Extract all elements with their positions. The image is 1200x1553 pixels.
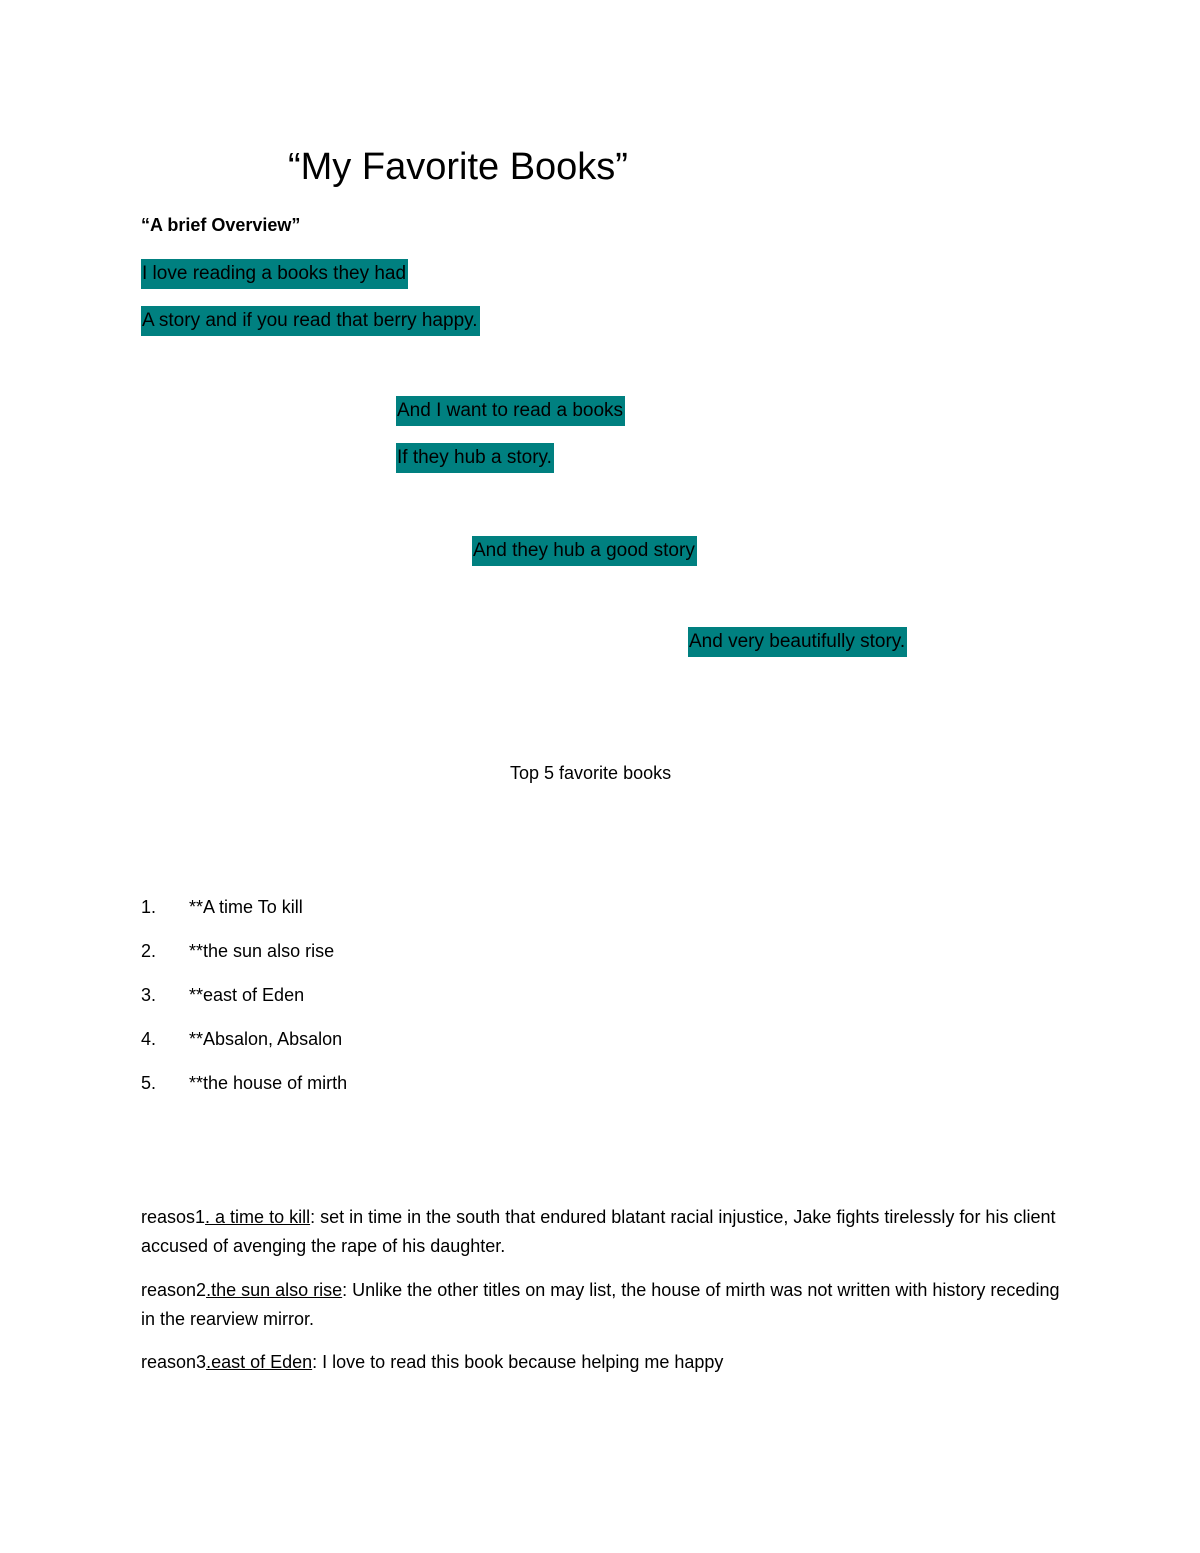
- reason-text: Unlike the other titles on may list, the house of mirth was not written with history receding in the rearview mirror.: [141, 1280, 1060, 1329]
- poem-line-1: I love reading a books they had: [141, 259, 408, 289]
- reason-separator: :: [310, 1207, 316, 1227]
- list-item: [0, 1073, 600, 1097]
- list-item: [0, 985, 600, 1009]
- poem-line-6: And very beautifully story.: [688, 627, 907, 657]
- poem-line-3: And I want to read a books: [396, 396, 625, 426]
- reason-separator: :: [342, 1280, 348, 1300]
- reason-book-title: .east of Eden: [206, 1352, 313, 1372]
- list-heading: Top 5 favorite books: [510, 763, 672, 783]
- reason-label: reasos1: [141, 1207, 206, 1227]
- reason-label: reason3: [141, 1352, 207, 1372]
- list-item: [0, 941, 600, 965]
- reason-text: I love to read this book because helping me happy: [317, 1352, 724, 1372]
- reason-book-title: . a time to kill: [205, 1207, 311, 1227]
- list-item-number: 5.: [141, 1073, 157, 1093]
- list-item-number: 1.: [141, 897, 157, 917]
- list-item-number: 2.: [141, 941, 157, 961]
- list-item-title: **the sun also rise: [189, 941, 335, 961]
- poem-line-2: A story and if you read that berry happy.: [141, 306, 480, 336]
- reason-paragraph-2: [141, 1276, 1061, 1334]
- reason-separator: :: [312, 1352, 318, 1372]
- poem-line-4: If they hub a story.: [396, 443, 554, 473]
- reason-book-title: .the sun also rise: [206, 1280, 343, 1300]
- reason-paragraph-3: [141, 1348, 1061, 1377]
- list-item-title: **east of Eden: [189, 985, 305, 1005]
- document-title: “My Favorite Books”: [288, 146, 628, 188]
- poem-line-5: And they hub a good story: [472, 536, 697, 566]
- list-item: [0, 1029, 600, 1053]
- document-subtitle: “A brief Overview”: [141, 215, 301, 235]
- reason-label: reason2: [141, 1280, 207, 1300]
- list-item-number: 3.: [141, 985, 157, 1005]
- list-item: [0, 897, 600, 921]
- list-item-number: 4.: [141, 1029, 157, 1049]
- reason-text: set in time in the south that endured blatant racial injustice, Jake fights tirelessly for his client accused of avenging the rape of his daughter.: [141, 1207, 1056, 1256]
- list-item-title: **Absalon, Absalon: [189, 1029, 343, 1049]
- list-item-title: **A time To kill: [189, 897, 303, 917]
- reason-paragraph-1: [141, 1203, 1061, 1261]
- list-item-title: **the house of mirth: [189, 1073, 348, 1093]
